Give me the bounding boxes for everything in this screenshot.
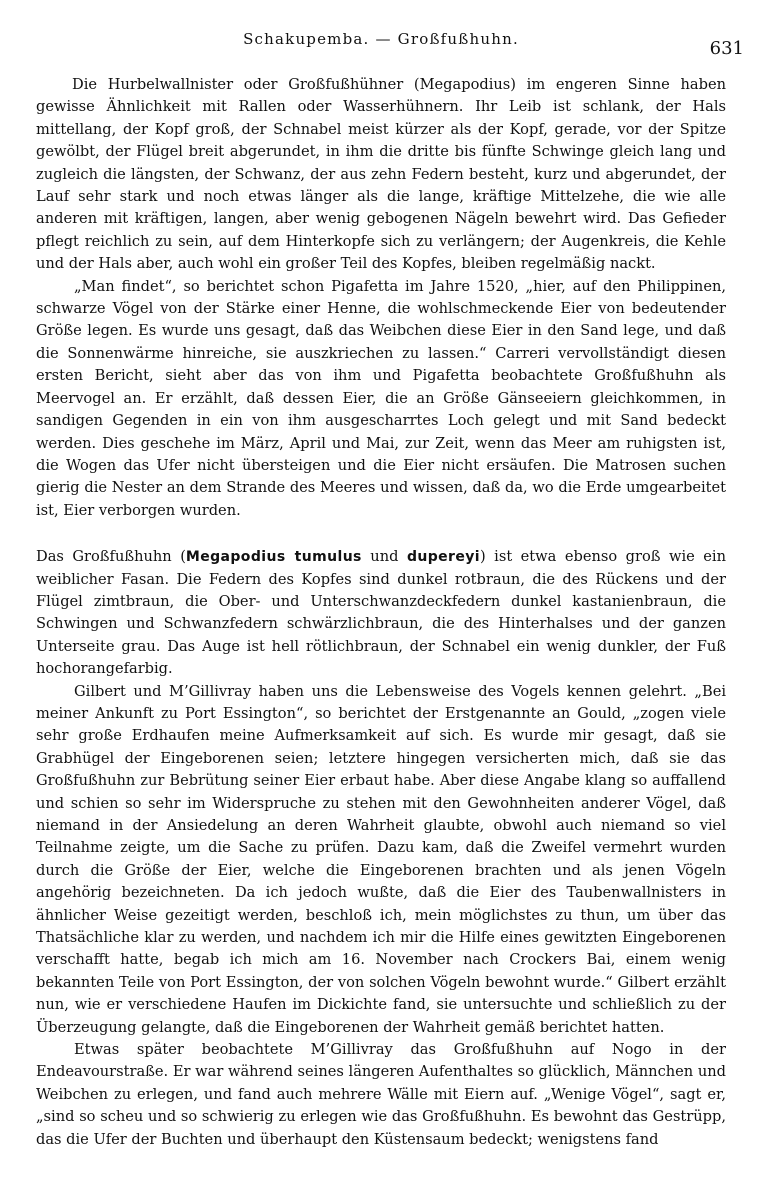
body-text — [36, 74, 726, 1151]
latin-name-dupereyi: dupereyi — [406, 549, 480, 566]
paragraph-grossfusshuhn-start: Das Großfußhuhn ( — [36, 548, 186, 566]
book-page — [36, 28, 744, 1151]
running-title: Schakupemba. — Großfußhuhn. — [243, 30, 519, 48]
paragraph-mgillivray-report: Etwas später beobachtete M’Gillivray das Großfußhuhn auf Nogo in der Endeavourstraße. Er war während seines längeren Aufenthaltes so glücklich, Männchen und Weibchen zu erlegen, und fand auch mehrere Wälle mit Eiern auf. „Wenige Vögel“, sagt er, „sind so scheu und so schwierig zu erlegen wie das Großfußhuhn. Es bewohnt das Gestrüpp, das die Ufer der Buchten und überhaupt den Küstensaum bedeckt; wenigstens fand — [36, 1041, 726, 1148]
page-number: 631 — [709, 38, 744, 59]
paragraph-grossfusshuhn-and: und — [361, 548, 407, 566]
paragraph-grossfusshuhn-rest: ) ist etwa ebenso groß wie ein weiblicher Fasan. Die Federn des Kopfes sind dunkel rotbraun, die des Rückens und der Flügel zimtbraun, die Ober- und Unterschwanzdeckfedern dunkel kastanienbraun, die Schwingen und Schwanzfedern schwärzlichbraun, die des Hinterhalses und der ganzen Unterseite grau. Das Auge ist hell rötlichbraun, der Schnabel ein wenig dunkler, der Fuß hochorangefarbig. — [36, 548, 726, 678]
latin-name-tumulus: Megapodius tumulus — [185, 549, 362, 566]
paragraph-megapodius-description: Die Hurbelwallnister oder Großfußhühner (Megapodius) im engeren Sinne haben gewisse Ähnlichkeit mit Rallen oder Wasserhühnern. Ihr Leib ist schlank, der Hals mittellang, der Kopf groß, der Schnabel meist kürzer als der Kopf, gerade, vor der Spitze gewölbt, der Flügel breit abgerundet, in ihm die dritte bis fünfte Schwinge gleich lang und zugleich die längsten, der Schwanz, der aus zehn Federn besteht, kurz und abgerundet, der Lauf sehr stark und noch etwas länger als die lange, kräftige Mittelzehe, die wie alle anderen mit kräftigen, langen, aber wenig gebogenen Nägeln bewehrt wird. Das Gefieder pflegt reichlich zu sein, auf dem Hinterkopfe sich zu verlängern; der Augenkreis, die Kehle und der Hals aber, auch wohl ein großer Teil des Kopfes, bleiben regelmäßig nackt. — [36, 76, 726, 273]
section-break — [36, 522, 726, 546]
running-head — [36, 28, 744, 60]
paragraph-pigafetta-report: „Man findet“, so berichtet schon Pigafetta im Jahre 1520, „hier, auf den Philippinen, schwarze Vögel von der Stärke einer Henne, die wohlschmeckende Eier von bedeutender Größe legen. Es wurde uns gesagt, daß das Weibchen diese Eier in den Sand lege, und daß die Sonnenwärme hinreiche, sie auszkriechen zu lassen.“ Carreri vervollständigt diesen ersten Bericht, sieht aber das von ihm und Pigafetta beobachtete Großfußhuhn als Meervogel an. Er erzählt, daß dessen Eier, die an Größe Gänseeiern gleichkommen, in sandigen Gegenden in ein von ihm ausgescharrtes Loch gelegt und mit Sand bedeckt werden. Dies geschehe im März, April und Mai, zur Zeit, wenn das Meer am ruhigsten ist, die Wogen das Ufer nicht übersteigen und die Eier nicht ersäufen. Die Matrosen suchen gierig die Nester an dem Strande des Meeres und wissen, daß da, wo die Erde umgearbeitet ist, Eier verborgen wurden. — [36, 277, 726, 519]
paragraph-gilbert-report: Gilbert und M’Gillivray haben uns die Lebensweise des Vogels kennen gelehrt. „Bei meiner Ankunft zu Port Essington“, so berichtet der Erstgenannte an Gould, „zogen viele sehr große Erdhaufen meine Aufmerksamkeit auf sich. Es wurde mir gesagt, daß sie Grabhügel der Eingeborenen seien; letztere hingegen versicherten mich, daß sie das Großfußhuhn zur Bebrütung seiner Eier erbaut habe. Aber diese Angabe klang so auffallend und schien so sehr im Widerspruche zu stehen mit den Gewohnheiten anderer Vögel, daß niemand in der Ansiedelung an deren Wahrheit glaubte, obwohl auch niemand so viel Teilnahme zeigte, um die Sache zu prüfen. Dazu kam, daß die Zweifel vermehrt wurden durch die Größe der Eier, welche die Eingeborenen brachten und als jenen Vögeln angehörig bezeichneten. Da ich jedoch wußte, daß die Eier des Taubenwallnisters in ähnlicher Weise gezeitigt werden, beschloß ich, mein möglichstes zu thun, um über das Thatsächliche klar zu werden, und nachdem ich mir die Hilfe eines gewitzten Eingeborenen verschafft hatte, begab ich mich am 16. November nach Crockers Bai, einem wenig bekannten Teile von Port Essington, der von solchen Vögeln bewohnt wurde.“ Gilbert erzählt nun, wie er verschiedene Haufen im Dickichte fand, sie untersuchte und schließlich zu der Überzeugung gelangte, daß die Eingeborenen der Wahrheit gemäß berichtet hatten. — [36, 682, 726, 1036]
paragraph-grossfusshuhn — [36, 546, 726, 680]
